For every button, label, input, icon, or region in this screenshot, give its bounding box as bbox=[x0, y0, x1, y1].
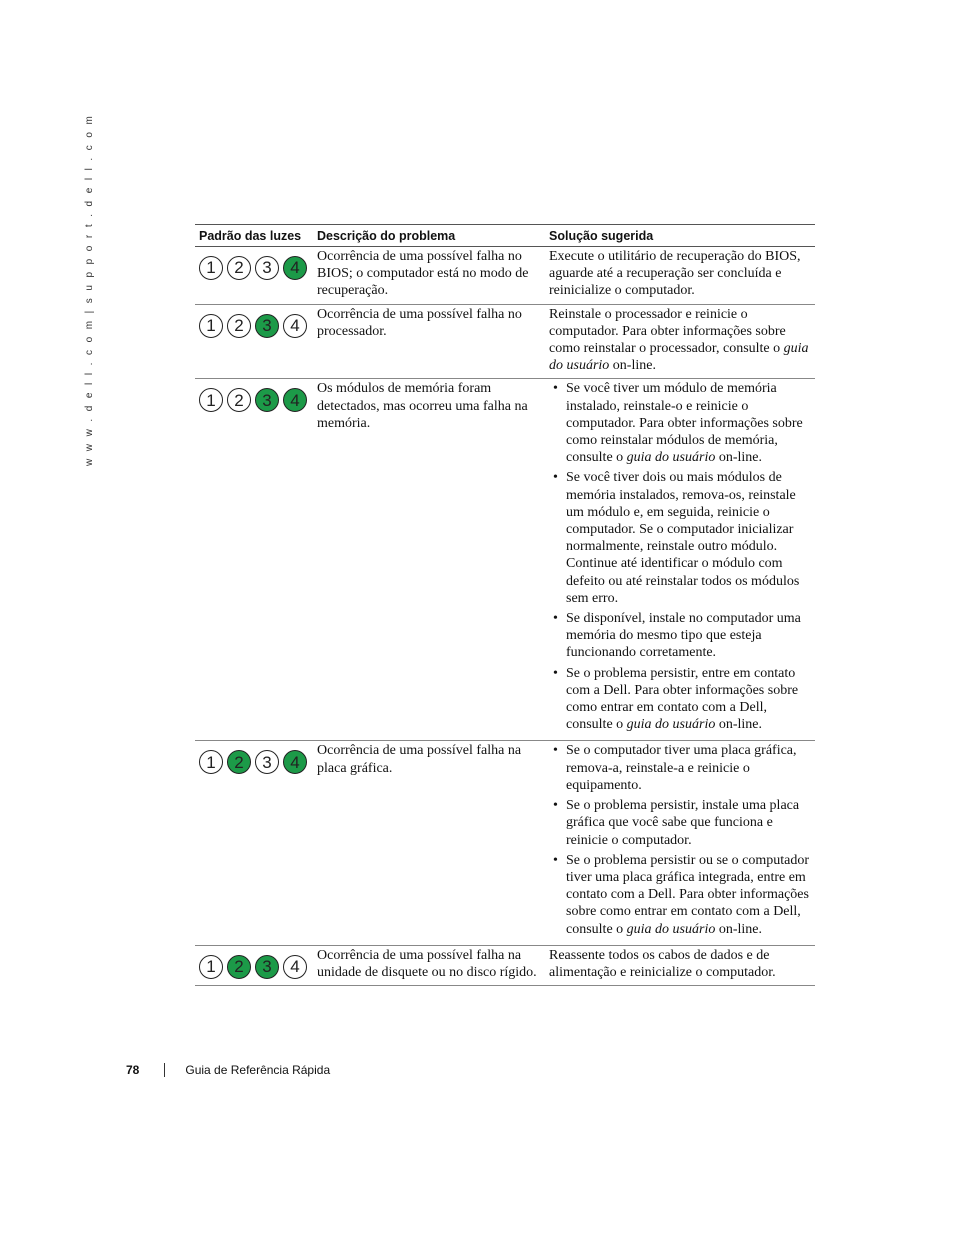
footer-title: Guia de Referência Rápida bbox=[185, 1063, 331, 1077]
diagnostic-lights bbox=[199, 256, 313, 280]
diagnostic-light-2-on: 2 bbox=[227, 750, 251, 774]
diagnostic-lights bbox=[199, 750, 313, 774]
led-pattern-cell bbox=[195, 379, 313, 740]
led-pattern-table bbox=[195, 224, 815, 986]
solution-bullet bbox=[549, 852, 811, 938]
solution-bullet bbox=[549, 797, 811, 849]
diagnostic-light-1-off: 1 bbox=[199, 955, 223, 979]
diagnostic-light-3-on: 3 bbox=[255, 314, 279, 338]
problem-description: Ocorrência de uma possível falha no processador. bbox=[317, 306, 522, 339]
diagnostic-light-3-off: 3 bbox=[255, 750, 279, 774]
diagnostic-light-2-off: 2 bbox=[227, 388, 251, 412]
diagnostic-lights bbox=[199, 314, 313, 338]
diagnostic-light-4-on: 4 bbox=[283, 256, 307, 280]
led-pattern-cell bbox=[195, 741, 313, 944]
diagnostic-light-1-off: 1 bbox=[199, 256, 223, 280]
solution-bullet bbox=[549, 665, 811, 734]
diagnostic-light-3-on: 3 bbox=[255, 388, 279, 412]
table-row bbox=[195, 946, 815, 986]
diagnostic-light-3-on: 3 bbox=[255, 955, 279, 979]
solution-text: Se o computador tiver uma placa gráfica, remova-a, reinstale-a e reinicie o equipamento. bbox=[566, 743, 797, 793]
suggested-solution bbox=[545, 379, 815, 740]
problem-description: Os módulos de memória foram detectados, mas ocorreu uma falha na memória. bbox=[317, 381, 528, 431]
solution-text: Execute o utilitário de recuperação do BIOS, aguarde até a recuperação ser concluída e reinicialize o computador. bbox=[549, 249, 801, 299]
solution-text: Se disponível, instale no computador uma memória do mesmo tipo que esteja funcionando corretamente. bbox=[566, 611, 801, 661]
diagnostic-lights bbox=[199, 388, 313, 412]
solution-text: on-line. bbox=[609, 358, 656, 374]
solution-text: Se o problema persistir ou se o computador tiver uma placa gráfica integrada, entre em contato com a Dell. Para obter informações sobre como entrar em contato com a Dell, consulte o bbox=[566, 852, 810, 937]
diagnostic-light-3-off: 3 bbox=[255, 256, 279, 280]
solution-text: Se o problema persistir, entre em contato com a Dell. Para obter informações sobre como entrar em contato com a Dell, consulte o bbox=[566, 665, 799, 733]
header-suggested-solution: Solução sugerida bbox=[549, 228, 654, 243]
led-pattern-cell bbox=[195, 247, 313, 304]
solution-list bbox=[549, 742, 811, 937]
table-row bbox=[195, 379, 815, 741]
diagnostic-light-4-on: 4 bbox=[283, 750, 307, 774]
suggested-solution bbox=[545, 305, 815, 379]
diagnostic-light-4-off: 4 bbox=[283, 955, 307, 979]
solution-text: Se você tiver um módulo de memória instalado, reinstale-o e reinicie o computador. Para obter informações sobre como reinstalar módulos de memória, consulte o bbox=[566, 381, 803, 466]
suggested-solution bbox=[545, 741, 815, 944]
page-footer bbox=[126, 1062, 330, 1078]
diagnostic-light-2-on: 2 bbox=[227, 955, 251, 979]
solution-text: on-line. bbox=[715, 450, 762, 466]
table-body bbox=[195, 247, 815, 986]
solution-text: on-line. bbox=[715, 717, 762, 733]
header-problem-description: Descrição do problema bbox=[317, 228, 456, 243]
diagnostic-light-1-off: 1 bbox=[199, 314, 223, 338]
led-pattern-cell bbox=[195, 946, 313, 985]
solution-bullet bbox=[549, 380, 811, 466]
solution-text: on-line. bbox=[715, 921, 762, 937]
led-pattern-cell bbox=[195, 305, 313, 379]
problem-description: Ocorrência de uma possível falha na placa gráfica. bbox=[317, 743, 522, 776]
diagnostic-light-4-on: 4 bbox=[283, 388, 307, 412]
reference-title: guia do usuário bbox=[626, 921, 716, 937]
solution-text: Se o problema persistir, instale uma placa gráfica que você sabe que funciona e reinicie o computador. bbox=[566, 798, 800, 848]
problem-description: Ocorrência de uma possível falha no BIOS; o computador está no modo de recuperação. bbox=[317, 249, 529, 299]
diagnostic-light-2-off: 2 bbox=[227, 314, 251, 338]
solution-text: Reinstale o processador e reinicie o computador. Para obter informações sobre como reinstalar o processador, consulte o bbox=[549, 306, 786, 357]
table-row bbox=[195, 247, 815, 305]
table-row bbox=[195, 305, 815, 380]
problem-description: Ocorrência de uma possível falha na unidade de disquete ou no disco rígido. bbox=[317, 947, 537, 980]
diagnostic-light-4-off: 4 bbox=[283, 314, 307, 338]
page-number: 78 bbox=[126, 1063, 140, 1077]
solution-bullet bbox=[549, 610, 811, 662]
table-row bbox=[195, 741, 815, 945]
diagnostic-light-2-off: 2 bbox=[227, 256, 251, 280]
reference-title: guia do usuário bbox=[626, 717, 716, 733]
solution-bullet bbox=[549, 469, 811, 607]
suggested-solution bbox=[545, 946, 815, 985]
reference-title: guia do usuário bbox=[626, 450, 716, 466]
diagnostic-lights bbox=[199, 955, 313, 979]
diagnostic-light-1-off: 1 bbox=[199, 750, 223, 774]
side-url: w w w . d e l l . c o m | s u p p o r t . d e l l . c o m bbox=[84, 113, 95, 466]
footer-divider bbox=[164, 1063, 165, 1077]
reference-title: guia do usuário bbox=[549, 341, 809, 374]
diagnostic-light-1-off: 1 bbox=[199, 388, 223, 412]
solution-text: Reassente todos os cabos de dados e de alimentação e reinicialize o computador. bbox=[549, 947, 776, 980]
solution-text: Se você tiver dois ou mais módulos de memória instalados, remova-os, reinstale um módulo e, em seguida, reinicie o computador. Se o computador inicializar normalmente, reinstale outro módulo. Continue até identificar o módulo com defeito ou até reinstalar todos os módulos sem erro. bbox=[566, 470, 800, 606]
suggested-solution bbox=[545, 247, 815, 304]
header-led-pattern: Padrão das luzes bbox=[199, 228, 302, 243]
solution-list bbox=[549, 380, 811, 733]
solution-bullet bbox=[549, 742, 811, 794]
table-header bbox=[195, 225, 815, 247]
